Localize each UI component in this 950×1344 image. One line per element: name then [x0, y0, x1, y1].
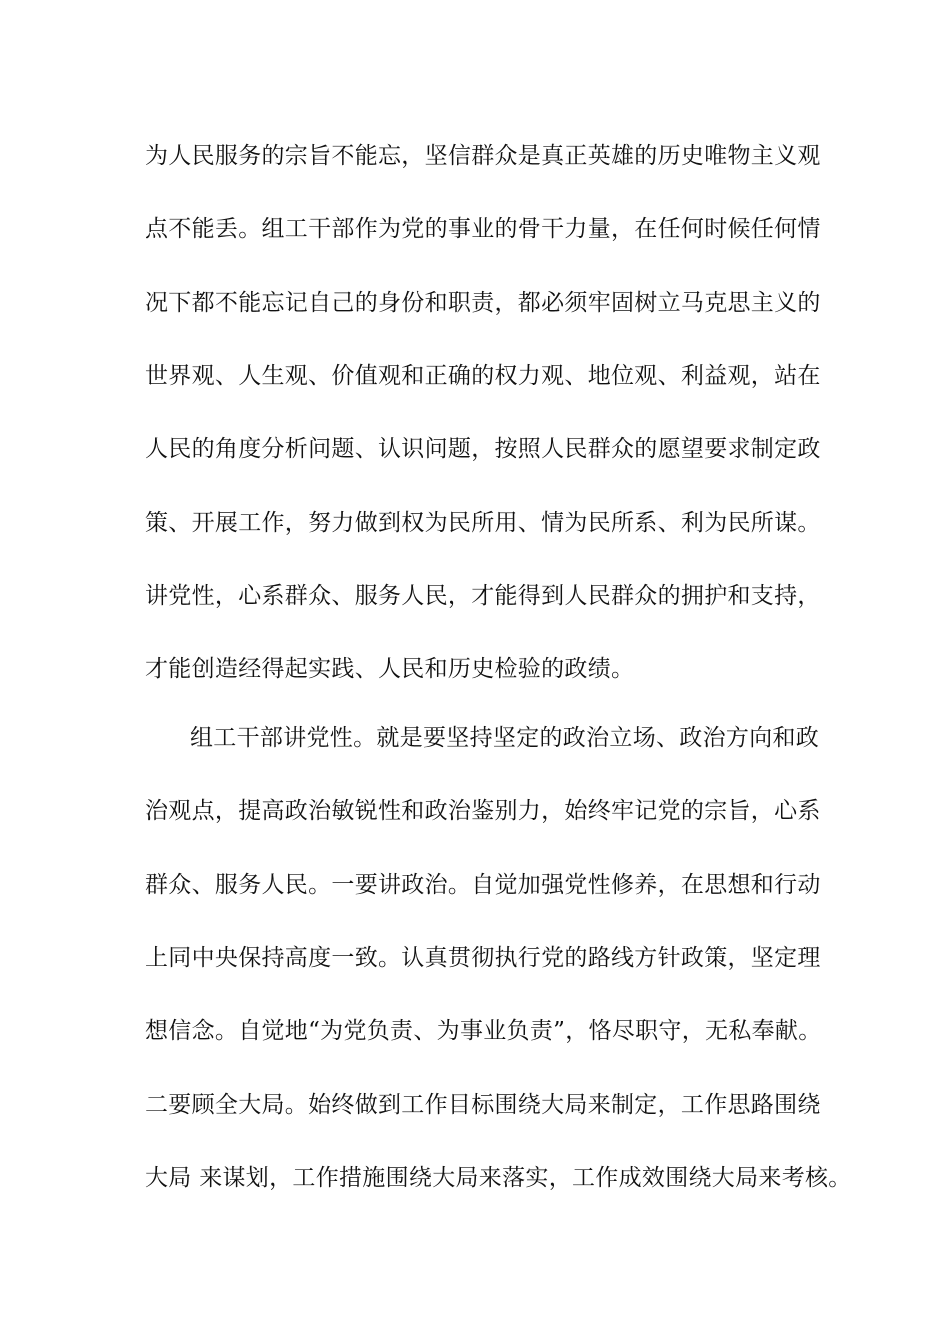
text-line-15: 大局 来谋划，工作措施围绕大局来落实，工作成效围绕大局来考核。: [145, 1165, 852, 1191]
text-line-2: 点不能丢。组工干部作为党的事业的骨干力量，在任何时候任何情: [145, 216, 821, 242]
text-line-4: 世界观、人生观、价值观和正确的权力观、地位观、利益观，站在: [145, 363, 821, 389]
paragraph-start-line: 组工干部讲党性。就是要坚持坚定的政治立场、政治方向和政: [190, 725, 820, 751]
text-line-13: 想信念。自觉地“为党负责、为事业负责”，恪尽职守，无私奉献。: [145, 1018, 822, 1044]
text-line-1: 为人民服务的宗旨不能忘，坚信群众是真正英雄的历史唯物主义观: [145, 143, 821, 169]
text-line-11: 群众、服务人民。一要讲政治。自觉加强党性修养，在思想和行动: [145, 872, 821, 898]
text-line-7: 讲党性，心系群众、服务人民，才能得到人民群众的拥护和支持，: [145, 583, 821, 609]
text-line-5: 人民的角度分析问题、认识问题，按照人民群众的愿望要求制定政: [145, 436, 821, 462]
text-line-8: 才能创造经得起实践、人民和历史检验的政绩。: [145, 656, 635, 682]
text-line-10: 治观点，提高政治敏锐性和政治鉴别力，始终牢记党的宗旨，心系: [145, 798, 821, 824]
text-line-14: 二要顾全大局。始终做到工作目标围绕大局来制定，工作思路围绕: [145, 1092, 821, 1118]
text-line-12: 上同中央保持高度一致。认真贯彻执行党的路线方针政策，坚定理: [145, 945, 821, 971]
text-line-3: 况下都不能忘记自己的身份和职责，都必须牢固树立马克思主义的: [145, 290, 821, 316]
text-line-6: 策、开展工作，努力做到权为民所用、情为民所系、利为民所谋。: [145, 510, 821, 536]
